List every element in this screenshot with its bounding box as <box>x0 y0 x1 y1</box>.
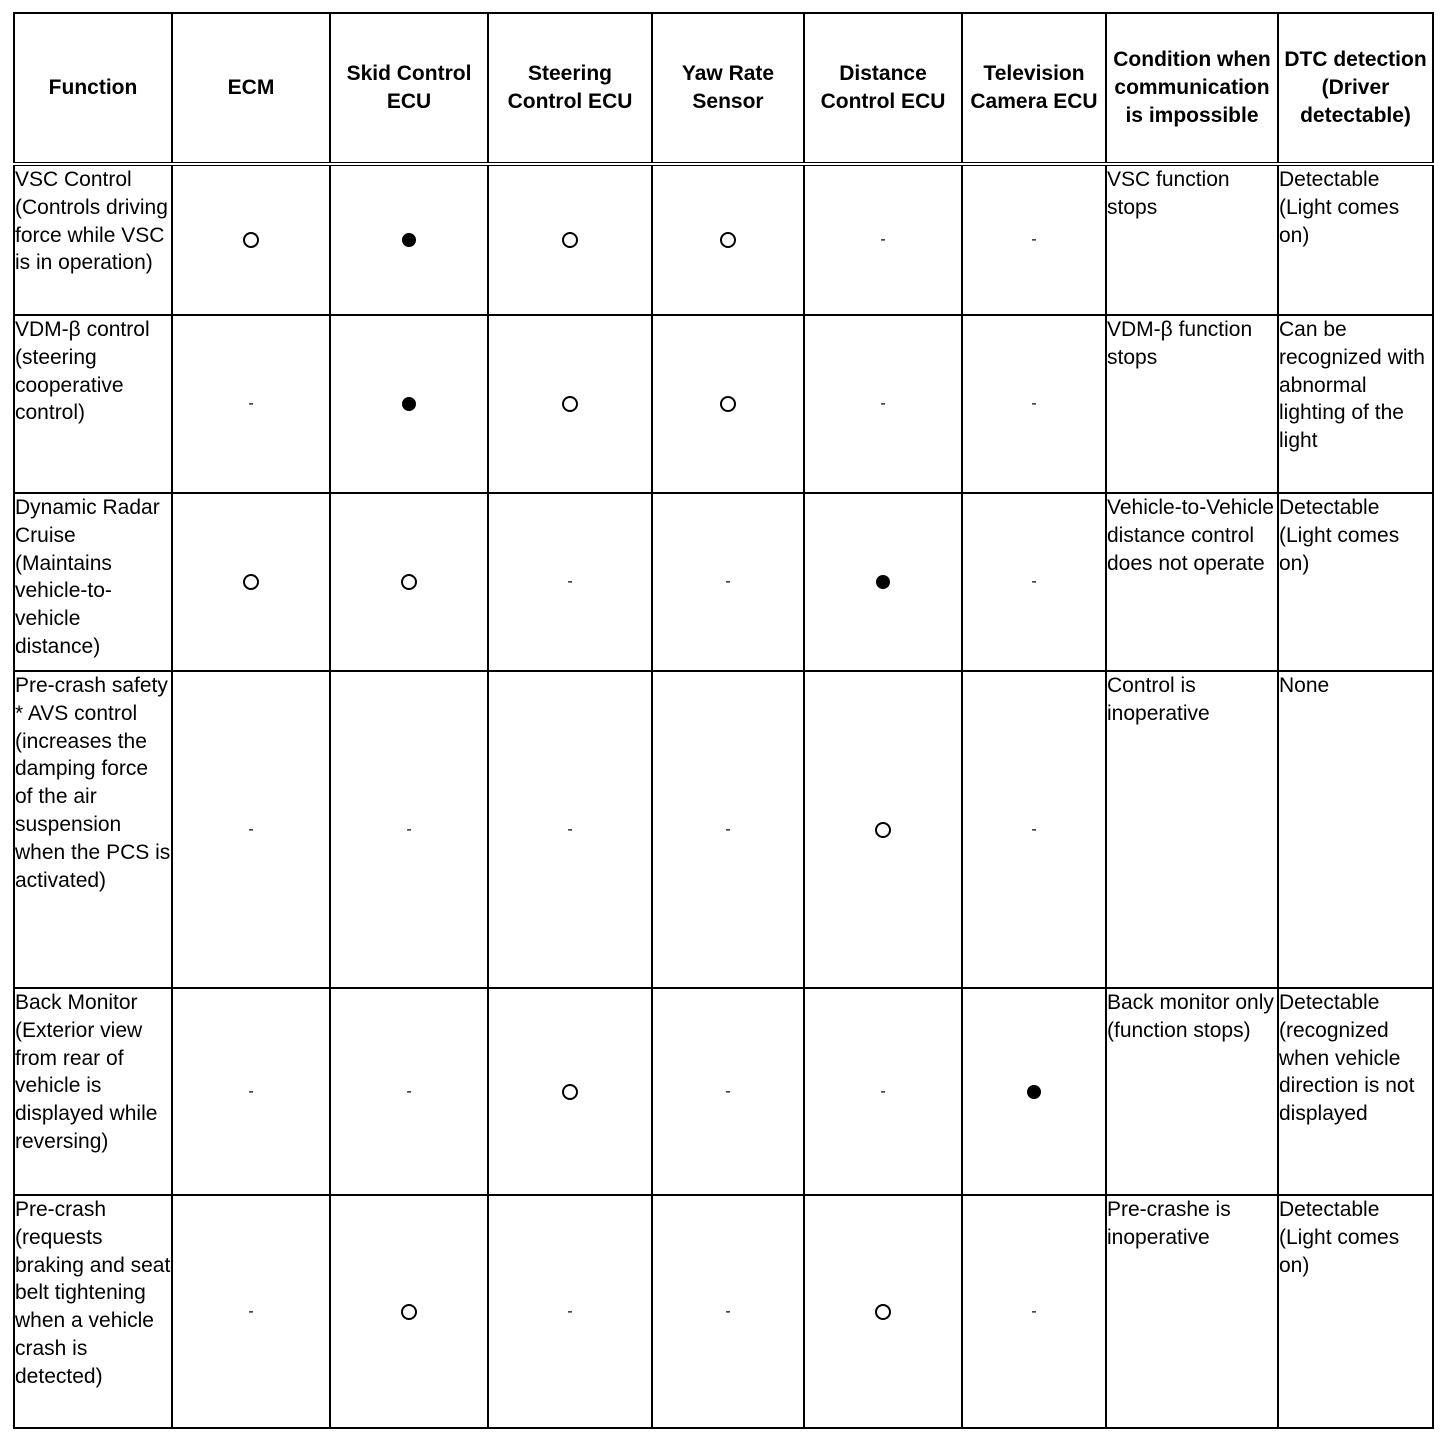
table-row <box>14 1195 1433 1428</box>
function-cell: VDM-β control (steering cooperative control) <box>14 315 172 493</box>
ecm-cell <box>172 988 330 1195</box>
header-distance-control-ecu: Distance Control ECU <box>804 13 962 164</box>
dash-mark: - <box>725 820 731 838</box>
dash-mark: - <box>725 1082 731 1100</box>
open-circle-icon <box>562 1084 578 1100</box>
filled-circle-icon <box>876 575 890 589</box>
header-ecm: ECM <box>172 13 330 164</box>
dash-mark: - <box>406 820 412 838</box>
dtc-cell: Detectable (Light comes on) <box>1278 493 1433 671</box>
table-row <box>14 164 1433 315</box>
television-camera-ecu-cell <box>962 315 1106 493</box>
television-camera-ecu-cell <box>962 1195 1106 1428</box>
function-cell: Back Monitor (Exterior view from rear of vehicle is displayed while reversing) <box>14 988 172 1195</box>
steering-control-ecu-cell <box>488 671 652 988</box>
header-function: Function <box>14 13 172 164</box>
steering-control-ecu-cell <box>488 988 652 1195</box>
header-row <box>14 13 1433 164</box>
dash-mark: - <box>248 395 254 413</box>
dash-mark: - <box>725 573 731 591</box>
yaw-rate-sensor-cell <box>652 164 804 315</box>
open-circle-icon <box>875 1304 891 1320</box>
dash-mark: - <box>567 1302 573 1320</box>
dash-mark: - <box>880 395 886 413</box>
ecm-cell <box>172 1195 330 1428</box>
condition-cell: Pre-crashe is inoperative <box>1106 1195 1278 1428</box>
dash-mark: - <box>1031 395 1037 413</box>
television-camera-ecu-cell <box>962 493 1106 671</box>
dash-mark: - <box>248 820 254 838</box>
yaw-rate-sensor-cell <box>652 493 804 671</box>
dash-mark: - <box>567 573 573 591</box>
dash-mark: - <box>1031 573 1037 591</box>
open-circle-icon <box>720 396 736 412</box>
dash-mark: - <box>1031 1302 1037 1320</box>
open-circle-icon <box>562 232 578 248</box>
dash-mark: - <box>1031 231 1037 249</box>
yaw-rate-sensor-cell <box>652 315 804 493</box>
header-condition: Condition when communication is impossible <box>1106 13 1278 164</box>
filled-circle-icon <box>402 397 416 411</box>
header-yaw-rate-sensor: Yaw Rate Sensor <box>652 13 804 164</box>
table-row <box>14 315 1433 493</box>
condition-cell: Vehicle-to-Vehicle distance control does not operate <box>1106 493 1278 671</box>
television-camera-ecu-cell <box>962 164 1106 315</box>
distance-control-ecu-cell <box>804 988 962 1195</box>
filled-circle-icon <box>1027 1085 1041 1099</box>
dtc-cell: Can be recognized with abnormal lighting of the light <box>1278 315 1433 493</box>
steering-control-ecu-cell <box>488 164 652 315</box>
yaw-rate-sensor-cell <box>652 988 804 1195</box>
distance-control-ecu-cell <box>804 493 962 671</box>
dtc-cell: None <box>1278 671 1433 988</box>
condition-cell: VSC function stops <box>1106 164 1278 315</box>
skid-control-ecu-cell <box>330 164 488 315</box>
ecm-cell <box>172 493 330 671</box>
table-row <box>14 493 1433 671</box>
table-row <box>14 988 1433 1195</box>
steering-control-ecu-cell <box>488 315 652 493</box>
steering-control-ecu-cell <box>488 493 652 671</box>
skid-control-ecu-cell <box>330 671 488 988</box>
header-television-camera-ecu: Television Camera ECU <box>962 13 1106 164</box>
function-cell: Pre-crash (requests braking and seat belt tightening when a vehicle crash is detected) <box>14 1195 172 1428</box>
dash-mark: - <box>725 1302 731 1320</box>
function-cell: Dynamic Radar Cruise (Maintains vehicle-to-vehicle distance) <box>14 493 172 671</box>
condition-cell: VDM-β function stops <box>1106 315 1278 493</box>
dtc-cell: Detectable (Light comes on) <box>1278 164 1433 315</box>
television-camera-ecu-cell <box>962 671 1106 988</box>
skid-control-ecu-cell <box>330 315 488 493</box>
dash-mark: - <box>880 231 886 249</box>
header-skid-control-ecu: Skid Control ECU <box>330 13 488 164</box>
filled-circle-icon <box>402 233 416 247</box>
yaw-rate-sensor-cell <box>652 671 804 988</box>
distance-control-ecu-cell <box>804 671 962 988</box>
skid-control-ecu-cell <box>330 988 488 1195</box>
open-circle-icon <box>720 232 736 248</box>
communication-function-table <box>13 12 1434 1429</box>
dtc-cell: Detectable (Light comes on) <box>1278 1195 1433 1428</box>
header-steering-control-ecu: Steering Control ECU <box>488 13 652 164</box>
condition-cell: Control is inoperative <box>1106 671 1278 988</box>
steering-control-ecu-cell <box>488 1195 652 1428</box>
distance-control-ecu-cell <box>804 164 962 315</box>
dash-mark: - <box>880 1082 886 1100</box>
table-row <box>14 671 1433 988</box>
open-circle-icon <box>243 574 259 590</box>
condition-cell: Back monitor only (function stops) <box>1106 988 1278 1195</box>
ecm-cell <box>172 164 330 315</box>
distance-control-ecu-cell <box>804 315 962 493</box>
open-circle-icon <box>243 232 259 248</box>
television-camera-ecu-cell <box>962 988 1106 1195</box>
open-circle-icon <box>562 396 578 412</box>
dash-mark: - <box>406 1082 412 1100</box>
function-cell: VSC Control (Controls driving force while VSC is in operation) <box>14 164 172 315</box>
dash-mark: - <box>248 1302 254 1320</box>
ecm-cell <box>172 671 330 988</box>
skid-control-ecu-cell <box>330 493 488 671</box>
dash-mark: - <box>248 1082 254 1100</box>
open-circle-icon <box>875 822 891 838</box>
dash-mark: - <box>1031 820 1037 838</box>
open-circle-icon <box>401 574 417 590</box>
ecm-cell <box>172 315 330 493</box>
yaw-rate-sensor-cell <box>652 1195 804 1428</box>
dash-mark: - <box>567 820 573 838</box>
open-circle-icon <box>401 1304 417 1320</box>
function-cell: Pre-crash safety * AVS control (increases the damping force of the air suspension when the PCS is activated) <box>14 671 172 988</box>
header-dtc-detection: DTC detection (Driver detectable) <box>1278 13 1433 164</box>
distance-control-ecu-cell <box>804 1195 962 1428</box>
dtc-cell: Detectable (recognized when vehicle direction is not displayed <box>1278 988 1433 1195</box>
skid-control-ecu-cell <box>330 1195 488 1428</box>
